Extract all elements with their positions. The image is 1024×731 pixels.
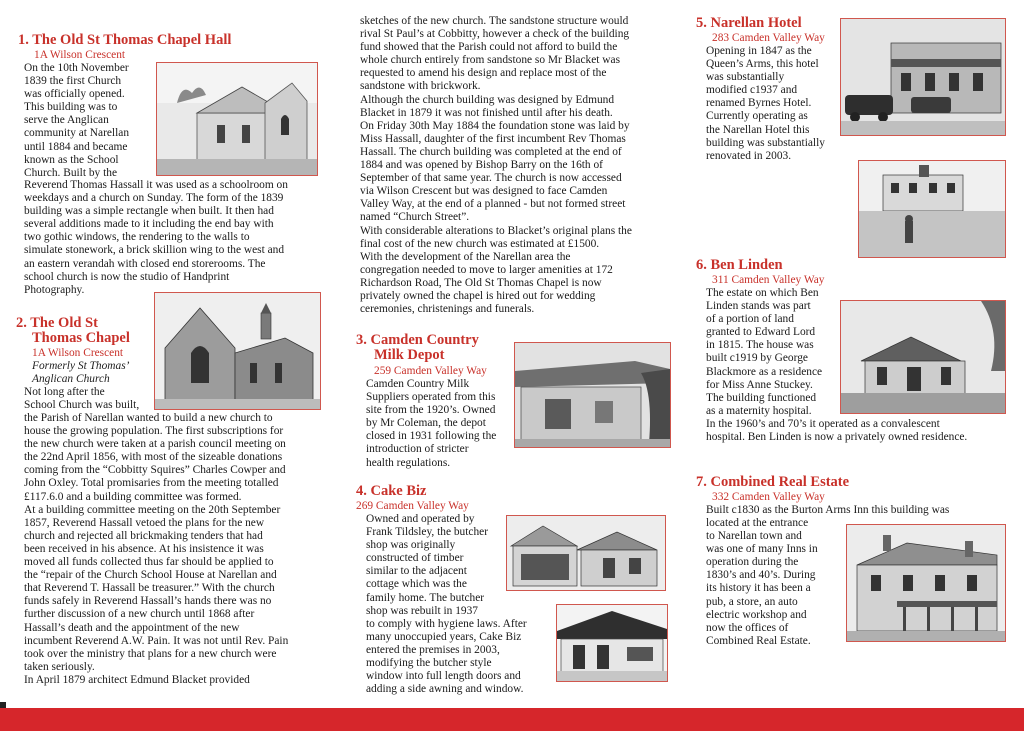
section-5-address: 283 Camden Valley Way (712, 32, 825, 44)
section-1-address: 1A Wilson Crescent (34, 49, 126, 61)
section-4-heading: 4. Cake Biz (356, 483, 427, 499)
section-7-address: 332 Camden Valley Way (712, 491, 825, 503)
section-3-address: 259 Camden Valley Way (374, 365, 487, 377)
section-3-heading-line1: 3. Camden Country (356, 332, 479, 348)
section-2-formerly-line2: Anglican Church (32, 373, 110, 385)
cake-biz-photo (556, 604, 668, 682)
section-2-formerly-line1: Formerly St Thomas’ (32, 360, 130, 372)
section-1-body-full: Reverend Thomas Hassall it was used as a schoolroom on weekdays and a church on Sunday. The form of the 1839 building was a simple rectangle when built. It then had several additions made to it including the end bay with two gothic windows, the rendering to the walls to simulate stonework, a brick skillion wing to the west and an eastern verandah with closed end storerooms. The school church is now the studio of Handprint Photography. (24, 179, 288, 296)
narellan-hotel-historic-photo (840, 18, 1006, 136)
section-2-continued-body: sketches of the new church. The sandstone structure would rival St Paul’s at Cobbitty, however a check of the building fund showed that the Parish could not afford to build the whole church entirely from sandstone so Mr Blacket was requested to amend his design and replace most of the sandstone with brickwork. Although the church building was designed by Edmund Blacket in 1879 it was not finished until after his death. On Friday 30th May 1884 the foundation stone was laid by Miss Hassall, daughter of the first incumbent Rev Thomas Hassall. The church building was completed at the end of 1884 and was opened by Bishop Barry on the 16th of September of that same year. The church is now accessed via Wilson Crescent but was designed to face Camden Valley Way, at the end of a planned - but not formed street named “Church Street”. With considerable alterations to Blacket’s original plans the final cost of the new church was estimated at £1500. With the development of the Narellan area the congregation needed to move to larger amenities at 172 Richardson Road, The Old St Thomas Chapel is now privately owned the chapel is hired out for wedding ceremonies, christenings and funerals. (360, 15, 632, 316)
section-4-address: 269 Camden Valley Way (356, 500, 469, 512)
section-6-address: 311 Camden Valley Way (712, 274, 825, 286)
section-2-body-wrap: Not long after the School Church was built, (24, 386, 140, 412)
section-4-body: Owned and operated by Frank Tildsley, the butcher shop was originally constructed of timber similar to the adjacent cottage which was the family home. The butcher shop was rebuilt in 1937 to comply with hygiene laws. After many unoccupied years, Cake Biz entered the premises in 2003, modifying the butcher style window into full length doors and adding a side awning and window. (366, 513, 527, 696)
section-5-body: Opening in 1847 as the Queen’s Arms, this hotel was substantially modified c1937 and renamed Byrnes Hotel. Currently operating as the Narellan Hotel this building was substantially renovated in 2003. (706, 45, 825, 162)
narellan-hotel-1930s-photo (858, 160, 1006, 258)
bottom-red-bar (0, 708, 1024, 731)
milk-depot-photo (514, 342, 671, 448)
section-1-heading: 1. The Old St Thomas Chapel Hall (18, 32, 232, 48)
section-6-body-wrap: The estate on which Ben Linden stands was part of a portion of land granted to Edward Lord in 1815. The house was built c1919 by George Blackmore as a residence for Miss Anne Stuckey. The building functioned as a maternity hospital. (706, 287, 823, 417)
section-2-address: 1A Wilson Crescent (32, 347, 124, 359)
section-7-heading: 7. Combined Real Estate (696, 474, 850, 490)
section-2-body-full: the Parish of Narellan wanted to build a new church to house the growing population. The first subscriptions for the new church were taken at a parish council meeting on the 22nd April 1856, with most of the sizeable donations coming from the “Cobbitty Squires” Charles Cowper and John Oxley. Total promisaries from the meeting totalled £117.6.0 and a building committee was formed. At a building committee meeting on the 20th September 1857, Reverend Hassall vetoed the plans for the new church and rejected all brickmaking tenders that had been received in his absence. At his insistence it was moved all funds collected thus far should be applied to the “repair of the Church School House at Narellan and that Reverend T. Hassall be treasurer.” With the church funds safely in Reverend Hassall’s hands there was no further discussion of a new church until 1868 after Hassall’s death and the appointment of the new incumbent Reverend A.W. Pain. It was not until Rev. Pain took over the ministry that plans for a new church were taken seriously. In April 1879 architect Edmund Blacket provided (24, 412, 289, 686)
section-7-body-first: Built c1830 as the Burton Arms Inn this building was (706, 504, 950, 516)
section-2-heading-line1: 2. The Old St (16, 315, 98, 331)
butcher-shop-historic-photo (506, 515, 666, 591)
old-chapel-photo (154, 292, 321, 410)
section-6-body-full: In the 1960’s and 70’s it operated as a convalescent hospital. Ben Linden is now a privately owned residence. (706, 418, 968, 444)
section-7-body-wrap: located at the entrance to Narellan town and was one of many Inns in operation during the 1830’s and 40’s. During its history it has been a pub, a store, an auto electric workshop and now the offices of Combined Real Estate. (706, 517, 818, 647)
combined-real-estate-photo (846, 524, 1006, 642)
section-3-body: Camden Country Milk Suppliers operated from this site from the 1920’s. Owned by Mr Coleman, the depot closed in 1931 following the introduction of stricter health regulations. (366, 378, 497, 469)
section-5-heading: 5. Narellan Hotel (696, 15, 802, 31)
chapel-hall-photo (156, 62, 318, 176)
section-2-heading-line2: Thomas Chapel (32, 330, 130, 346)
section-6-heading: 6. Ben Linden (696, 257, 783, 273)
section-1-body-wrap: On the 10th November 1839 the first Church was officially opened. This building was to serve the Anglican community at Narellan until 1884 and became known as the School Church. Built by the (24, 62, 130, 179)
ben-linden-photo (840, 300, 1006, 414)
section-3-heading-line2: Milk Depot (374, 347, 445, 363)
